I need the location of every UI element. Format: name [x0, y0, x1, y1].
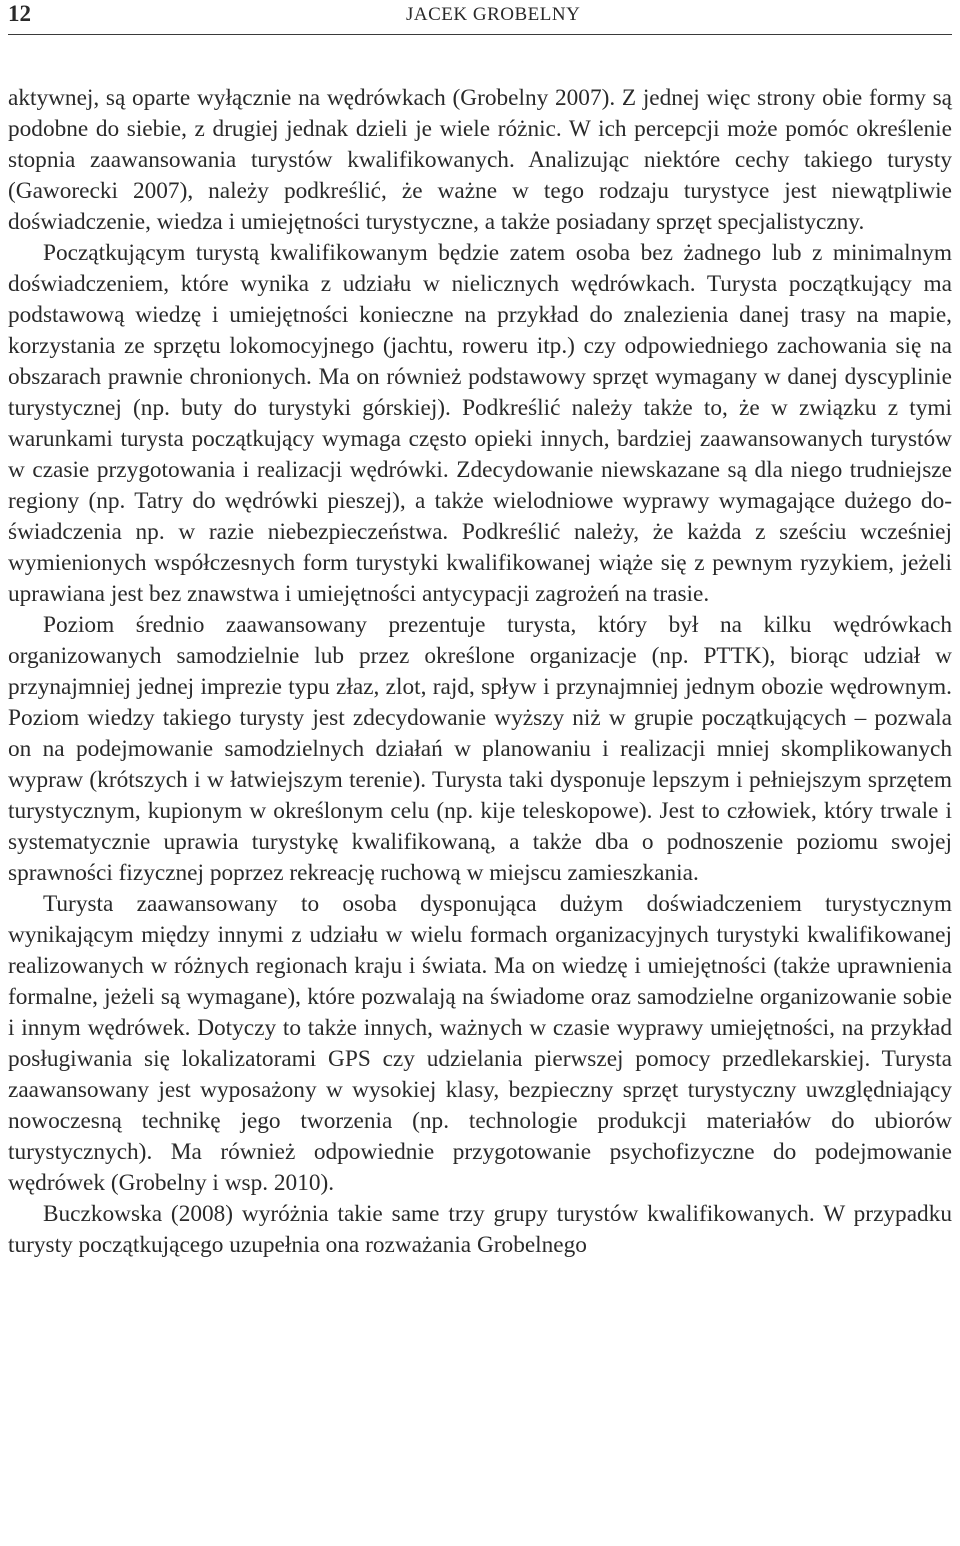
paragraph: Buczkowska (2008) wyróżnia takie same trzy grupy turystów kwalifikowanych. W przypadku turysty początkującego uzupełnia ona rozważania Grobelnego [8, 1201, 952, 1258]
running-head-author: JACEK GROBELNY [406, 4, 581, 25]
paragraph: Początkującym turystą kwalifikowanym będzie zatem osoba bez żadnego lub z minimalnym doświadczeniem, które wynika z udziału w nielicznych wędrówkach. Turysta początkujący ma podstawową wiedzę i umiejętności konieczne na przykład do znalezienia danej trasy na mapie, korzystania ze sprzętu lokomocyjnego (jachtu, roweru itp.) czy odpowiedniego zachowania się na obszarach prawnie chronionych. Ma on również podstawowy sprzęt wymagany w danej dyscyplinie turystycznej (np. buty do turystyki górskiej). Podkreślić należy także to, że w związku z tymi warunkami turysta początkujący wymaga często opieki innych, bardziej zaawansowanych turystów w czasie przygotowania i realizacji wędrówki. Zdecydowanie niewskazane są dla niego trudniejsze regiony (np. Tatry do wędrówki pieszej), a także wielodniowe wyprawy wymagające dużego doświadczenia np. w razie niebezpieczeństwa. Podkreślić należy, że każda z sześciu wcześniej wymienionych współczesnych form turystyki kwalifikowanej wiąże się z pewnym ryzykiem, jeżeli uprawiana jest bez znawstwa i umiejętności antycypacji zagrożeń na trasie. [8, 240, 952, 607]
paragraph: aktywnej, są oparte wyłącznie na wędrówkach (Grobelny 2007). Z jednej więc strony obie formy są podobne do siebie, z drugiej jednak dzieli je wiele różnic. W ich percepcji może pomóc określenie stopnia zaawansowania turystów kwalifikowanych. Analizując niektóre cechy takiego turysty (Gaworecki 2007), należy podkreślić, że ważne w tego rodzaju turystyce jest niewątpliwie doświadczenie, wiedza i umiejętności turystyczne, a także posiadany sprzęt specjalistyczny. [8, 85, 952, 235]
paragraph: Turysta zaawansowany to osoba dysponująca dużym doświadczeniem turystycznym wynikającym między innymi z udziału w wielu formach organizacyjnych turystyki kwalifikowanej realizowanych w różnych regionach kraju i świata. Ma on wiedzę i umiejętności (także uprawnienia formalne, jeżeli są wymagane), które pozwalają na świadome oraz samodzielne organizowanie sobie i innym wędrówek. Dotyczy to także innych, ważnych w czasie wyprawy umiejętności, na przykład posługiwania się lokalizatorami GPS czy udzielania pierwszej pomocy przedlekarskiej. Turysta zaawansowany jest wyposażony w wysokiej klasy, bezpieczny sprzęt turystyczny uwzględniający nowoczesną technikę jego tworzenia (np. technologie produkcji materiałów do ubiorów turystycznych). Ma również odpowiednie przygotowanie psychofizyczne do podejmowanie wędrówek (Grobelny i wsp. 2010). [8, 891, 952, 1196]
paragraph: Poziom średnio zaawansowany prezentuje turysta, który był na kilku wędrówkach organizowanych samodzielnie lub przez określone organizacje (np. PTTK), biorąc udział w przynajmniej jednej imprezie typu złaz, zlot, rajd, spływ i przynajmniej jednym obozie wędrownym. Poziom wiedzy takiego turysty jest zdecydowanie wyższy niż w grupie początkujących – pozwala on na podejmowanie samodzielnych działań w planowaniu i realizacji mniej skomplikowanych wypraw (krótszych i w łatwiejszym terenie). Turysta taki dysponuje lepszym i pełniejszym sprzętem turystycznym, kupionym w określonym celu (np. kije teleskopowe). Jest to człowiek, który trwale i systematycznie uprawia turystykę kwalifikowaną, a także dba o podnoszenie poziomu swojej sprawności fizycznej poprzez rekreację ruchową w miejscu zamieszkania. [8, 612, 952, 886]
page [8, 0, 952, 1261]
page-number: 12 [8, 1, 31, 26]
running-header [8, 0, 952, 35]
body-text [8, 83, 952, 1261]
